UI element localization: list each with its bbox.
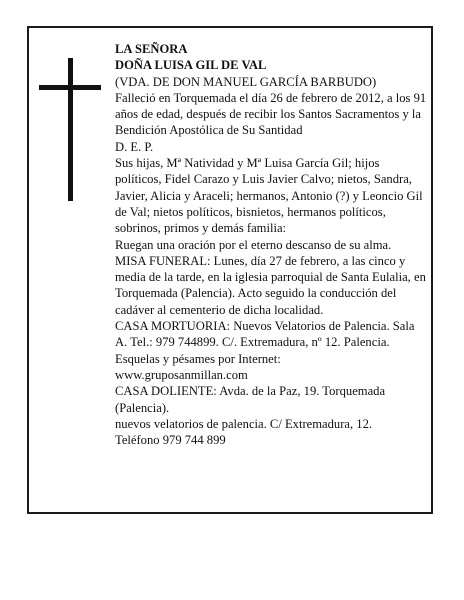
prayer-line: Ruegan una oración por el eterno descanso de su alma. — [115, 237, 392, 252]
family-paragraph: Sus hijas, Mª Natividad y Mª Luisa García Gil; hijos políticos, Fidel Carazo y Luis Javier Calvo; nietos, Sandra, Javier, Alicia y Araceli; hermanos, Antonio (?) y Leoncio Gil de Val; nietos políticos, bisnietos, hermanos políticos, sobrinos, primos y demás familia: — [115, 156, 423, 236]
website-line: www.gruposanmillan.com — [115, 367, 248, 382]
phone-line: Teléfono 979 744 899 — [115, 433, 226, 448]
internet-line: Esquelas y pésames por Internet: — [115, 351, 281, 366]
notice-title-line1: LA SEÑORA — [115, 42, 188, 56]
death-paragraph: Falleció en Torquemada el día 26 de febrero de 2012, a los 91 años de edad, después de recibir los Santos Sacramentos y la Bendición Apostólica de Su Santidad — [115, 90, 427, 138]
cross-vertical-bar — [68, 58, 73, 201]
velatorios-line: nuevos velatorios de palencia. C/ Extremadura, 12. — [115, 416, 373, 431]
notice-text — [115, 41, 427, 448]
widow-line: (VDA. DE DON MANUEL GARCÍA BARBUDO) — [115, 74, 377, 89]
obituary-notice — [27, 26, 433, 514]
cross-horizontal-bar — [39, 85, 101, 90]
mortuary-paragraph: CASA MORTUORIA: Nuevos Velatorios de Palencia. Sala A. Tel.: 979 744899. C/. Extremadura, nº 12. Palencia. — [115, 319, 415, 350]
deceased-name: DOÑA LUISA GIL DE VAL — [115, 58, 267, 73]
funeral-paragraph: MISA FUNERAL: Lunes, día 27 de febrero, a las cinco y media de la tarde, en la iglesia parroquial de Santa Eulalia, en Torquemada (Palencia). Acto seguido la conducción del cadáver al cementerio de dicha localidad. — [115, 253, 426, 317]
mourning-house-paragraph: CASA DOLIENTE: Avda. de la Paz, 19. Torquemada (Palencia). — [115, 384, 386, 415]
rip-line: D. E. P. — [115, 139, 154, 154]
